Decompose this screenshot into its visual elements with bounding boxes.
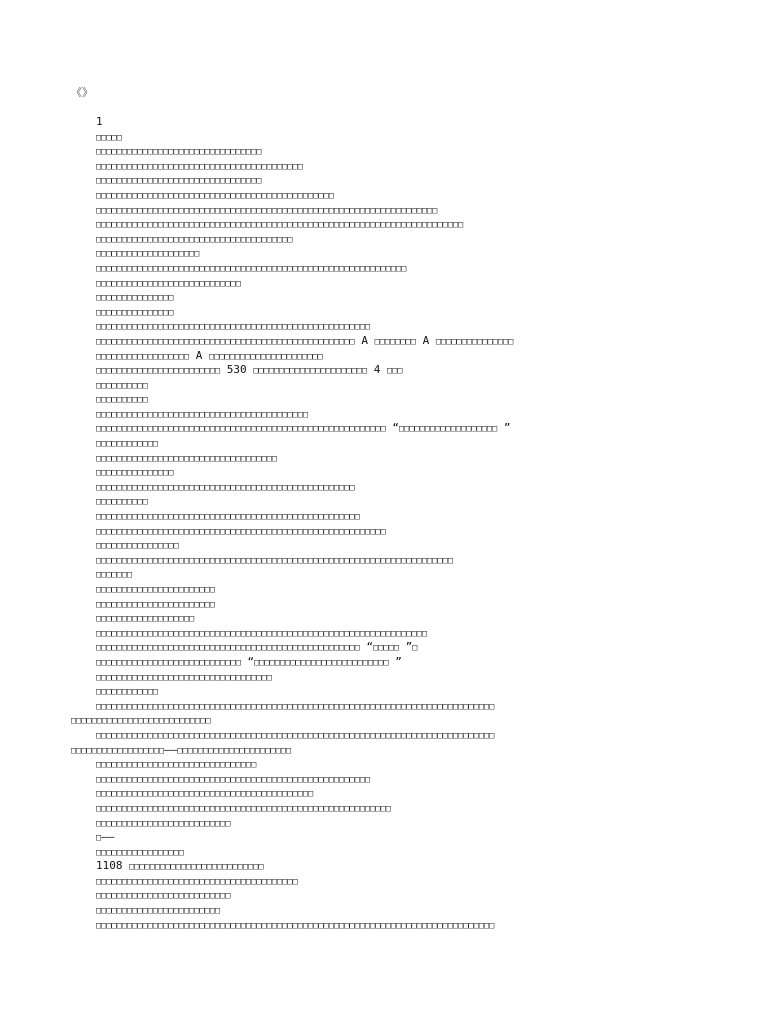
text-line: □□□□□□□□□□□□□□□□□□□□□□□□□□□□□□□□□□□□□□□□□□□□□□□□□□□□□ — [96, 774, 371, 785]
text-line: □□□□□□□□□□□□□□□□□□□□□□□ — [96, 585, 215, 595]
text-line: □□□□□□□□□□□□□□□□□□□□□□□□□□□□ “□□□□□□□□□□□□□□□□□□□□□□□□□□ ” — [96, 654, 402, 668]
text-line: □□□□□□□□□□□□□□□□□□□□□□□□□□□□ — [96, 278, 241, 289]
text-line: □□□□□□□□□□□□□□□□ — [96, 541, 179, 552]
body-text — [71, 115, 701, 932]
text-line: □□□□□□□□□□□□□□□□□□□□□□□□□□□□□□□□□□□□□□□□□□□□□□□□□□ — [96, 482, 355, 493]
text-line: □□□□□□□□□□□□□□□□□□□□□□□□□□□□□□□□□□□□□□□□□□□□□□□□□□□□□□□□□□□□□□□□□□□□□ — [96, 555, 453, 566]
text-line: □□□□□□□□□□□□□□□□□□□□□□□□□□□□□□□□□□□□□□□□□□□□□□□□□□□□□□□□□□□□□□□□ — [96, 628, 428, 639]
text-line: □□□□□□□□□□ — [96, 380, 148, 391]
text-line: □□□□□□□□□□□□□□□□□□□□□□□□□□□□□□□□□□□□□□□□□□ — [96, 789, 314, 800]
text-line: □□□□□□□□□□□□□□□□□□□□□□□□□□□□□□□□□□□□□□□□□ — [96, 409, 309, 420]
text-line: □□□□□□□□□□□□□□□□□□□□□□□□□□□□□□□□□□□□□□□□□□□□□□□□□□□□□□□□□□□□ — [96, 263, 407, 274]
text-line: □□□□□□□□□□□□□□□□□□□□□□□□□□□□□□□□□□□□□□□□□□□□□□□□□□□□□□□□□□□□□□□□□□□□□□□□□□□□□ — [96, 730, 495, 741]
text-line: □□□□□□□□□□□□□□□□□□□□□□□□□□□□□□□□□□□□□□□□ — [96, 161, 303, 172]
text-line: □□□□□□□□□□□□ — [96, 687, 159, 698]
text-line: □□□□□□□□□□□□□□□□□□□□□□□□□□□□□□□□□□□ — [96, 453, 278, 464]
text-line: □□□□□□□□□□□□□□□□□□ A □□□□□□□□□□□□□□□□□□□□□□ — [96, 348, 323, 362]
text-line: □—— — [96, 830, 115, 844]
text-line: □□□□□□□□□□□□ — [96, 439, 159, 450]
text-line: □□□□□□□□□□ — [96, 395, 148, 406]
text-line: □□□□□□□□□□□□□□□□□□□□□□□□□□□□□□□□ — [96, 176, 262, 187]
text-line: □□□□□□□□□□□□□□□ — [96, 293, 174, 304]
text-line: □□□□□□□□□□□□□□□□□□□□□□□□□□□□□□□□□□□□□□ — [96, 234, 293, 245]
text-line: □□□□□□□□□□□□□□□□□□□□□□□□□□□□□□□□□□□□□□□□□□□□□□□□□□□□□ — [96, 322, 371, 333]
text-line: □□□□□□□□□□□□□□□□□□□□□□□□□□□□□□□□□□□□□□□□□□□□□□□□□□□□□□□□□□□□□□□□□□□□□□□□□□□□□ — [96, 920, 495, 931]
text-line: □□□□□□□□□□□□□□□□□□——□□□□□□□□□□□□□□□□□□□□□□ — [71, 742, 292, 756]
text-line: □□□□□□□□□□□□□□□□□□□□□□□□□□□□□□□□□□□□□□□□□□□□□□□□□□ A □□□□□□□□ A □□□□□□□□□□□□□□□ — [96, 333, 514, 347]
text-line: □□□□□□□□□□□□□□□□□□□□□□□□□□□□□□□□□□□□□□□□□□□□□□□□□□□ — [96, 512, 360, 523]
text-line: □□□□□□□□□□□□□□□□□□□□□□□□□□□□□□□□□□ — [96, 672, 272, 683]
text-line: □□□□□□□□□□□□□□□□□ — [96, 847, 184, 858]
text-line: □□□□□□□□□□□□□□□□□□□□□□□□□□□□□□□□□□□□□□□□□□□□□□□□□□□□□□□□□□□□□□□□□□□□□□□□□□□□□ — [96, 701, 495, 712]
text-line: □□□□□□□□□□□□□□□□□□□□□□□□□□□□□□□□□□□□□□□□□□□□□□□□□□□□□□□□□□□□□□□□□□ — [96, 205, 438, 216]
text-line: □□□□□ — [96, 132, 122, 143]
text-line: □□□□□□□□□□□□□□□□□□□□ — [96, 249, 200, 260]
text-line: □□□□□□□□□□□□□□□□□□□□□□□□□□□□□□□□□□□□□□□ — [96, 876, 298, 887]
text-line: □□□□□□□□□□□□□□□□□□□□□□□□□□□□□□□□□□□□□□□□□□□□□□□□□□□□□□□□ “□□□□□□□□□□□□□□□□□□□ ” — [96, 421, 511, 435]
text-line: □□□□□□□□□□□□□□□□□□□□□□□□□□□ — [71, 716, 211, 727]
text-line: 1 — [96, 115, 103, 128]
text-line: □□□□□□□□□□□□□□□□□□□□□□□□ — [96, 906, 221, 917]
text-line: □□□□□□□□□□□□□□□□□□□□□□□□□□□□□□□□□□□□□□□□□□□□□□□□□□□□□□□□ — [96, 526, 386, 537]
text-line: □□□□□□□ — [96, 570, 133, 581]
text-line: □□□□□□□□□□□□□□□□□□□□□□□□□□□□□□□ — [96, 760, 257, 771]
text-line: □□□□□□□□□□ — [96, 497, 148, 508]
text-line: □□□□□□□□□□□□□□□□□□□ — [96, 614, 195, 625]
text-line: □□□□□□□□□□□□□□□□□□□□□□□□□□□□□□□□□□□□□□□□□□□□□□ — [96, 190, 334, 201]
book-title: 《》 — [71, 86, 93, 99]
text-line: □□□□□□□□□□□□□□□ — [96, 307, 174, 318]
text-line: □□□□□□□□□□□□□□□□□□□□□□□□□□□□□□□□□□□□□□□□□□□□□□□□□□□ “□□□□□ ”□ — [96, 640, 418, 654]
text-line: 1108 □□□□□□□□□□□□□□□□□□□□□□□□□□ — [96, 859, 264, 873]
text-line: □□□□□□□□□□□□□□□□□□□□□□□□□□ — [96, 891, 231, 902]
text-line: □□□□□□□□□□□□□□□ — [96, 468, 174, 479]
text-line: □□□□□□□□□□□□□□□□□□□□□□□□□□□□□□□□ — [96, 147, 262, 158]
text-line: □□□□□□□□□□□□□□□□□□□□□□□□□□□□□□□□□□□□□□□□□□□□□□□□□□□□□□□□□ — [96, 803, 391, 814]
text-line: □□□□□□□□□□□□□□□□□□□□□□□□□□ — [96, 818, 231, 829]
text-line: □□□□□□□□□□□□□□□□□□□□□□□□ 530 □□□□□□□□□□□□□□□□□□□□□□ 4 □□□ — [96, 363, 403, 377]
text-line: □□□□□□□□□□□□□□□□□□□□□□□□□□□□□□□□□□□□□□□□□□□□□□□□□□□□□□□□□□□□□□□□□□□□□□□ — [96, 220, 464, 231]
text-line: □□□□□□□□□□□□□□□□□□□□□□□ — [96, 599, 215, 610]
